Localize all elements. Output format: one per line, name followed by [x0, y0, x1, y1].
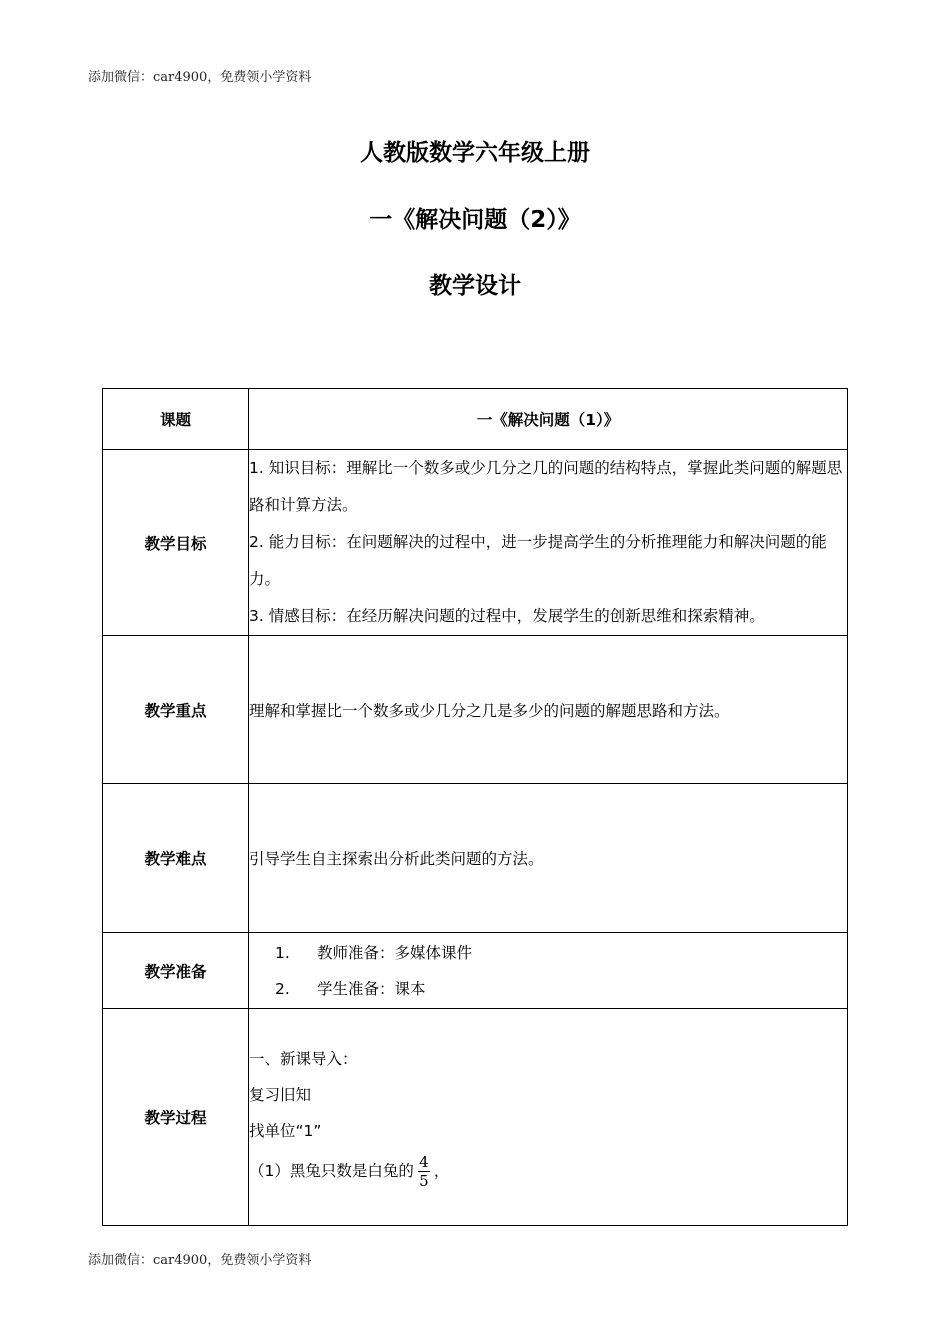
prep-label: 教学准备: [103, 933, 249, 1009]
process-label: 教学过程: [103, 1009, 249, 1226]
process-line: 找单位“1”: [249, 1122, 322, 1140]
prep-item-number: 2.: [275, 979, 290, 998]
key-point-value: 理解和掌握比一个数多或少几分之几是多少的问题的解题思路和方法。: [249, 636, 848, 784]
topic-label: 课题: [103, 389, 249, 450]
prep-item: [249, 971, 847, 1007]
goal-item: 3. 情感目标：在经历解决问题的过程中，发展学生的创新思维和探索精神。: [249, 607, 765, 625]
difficulty-value: 引导学生自主探索出分析此类问题的方法。: [249, 784, 848, 933]
row-preparation: [103, 933, 848, 1009]
process-question: [249, 1149, 847, 1193]
goal-item: 2. 能力目标：在问题解决的过程中，进一步提高学生的分析推理能力和解决问题的能力。: [249, 533, 827, 588]
row-process: [103, 1009, 848, 1226]
question-suffix: ，: [433, 1162, 450, 1180]
topic-value: 一《解决问题（1）》: [249, 389, 848, 450]
process-line: 一、新课导入：: [249, 1050, 358, 1068]
row-key-point: [103, 636, 848, 784]
process-line: 复习旧知: [249, 1086, 312, 1104]
doc-title-textbook: 人教版数学六年级上册: [360, 140, 590, 166]
footer-note: 添加微信：car4900，免费领小学资料: [88, 1253, 312, 1268]
goals-content: [249, 450, 848, 636]
row-topic: [103, 389, 848, 450]
header-note: 添加微信：car4900，免费领小学资料: [88, 70, 312, 85]
prep-item-number: 1.: [275, 943, 290, 962]
prep-item-text: 教师准备：多媒体课件: [317, 943, 473, 962]
prep-item: [249, 935, 847, 971]
goals-label: 教学目标: [103, 450, 249, 636]
prep-content: [249, 933, 848, 1009]
goal-item: 1. 知识目标：理解比一个数多或少几分之几的问题的结构特点，掌握此类问题的解题思路和计算方法。: [249, 459, 843, 514]
row-goals: [103, 450, 848, 636]
process-content: [249, 1009, 848, 1226]
fraction: [418, 1153, 430, 1190]
difficulty-label: 教学难点: [103, 784, 249, 933]
doc-title-lesson: 一《解决问题（2）》: [369, 207, 581, 233]
key-point-label: 教学重点: [103, 636, 249, 784]
fraction-denominator: 5: [419, 1172, 429, 1190]
fraction-numerator: 4: [419, 1153, 429, 1171]
row-difficulty: [103, 784, 848, 933]
doc-title-type: 教学设计: [429, 273, 521, 299]
prep-item-text: 学生准备：课本: [317, 979, 426, 998]
lesson-plan-table: [102, 388, 848, 1226]
question-text: （1）黑兔只数是白兔的: [249, 1162, 414, 1180]
